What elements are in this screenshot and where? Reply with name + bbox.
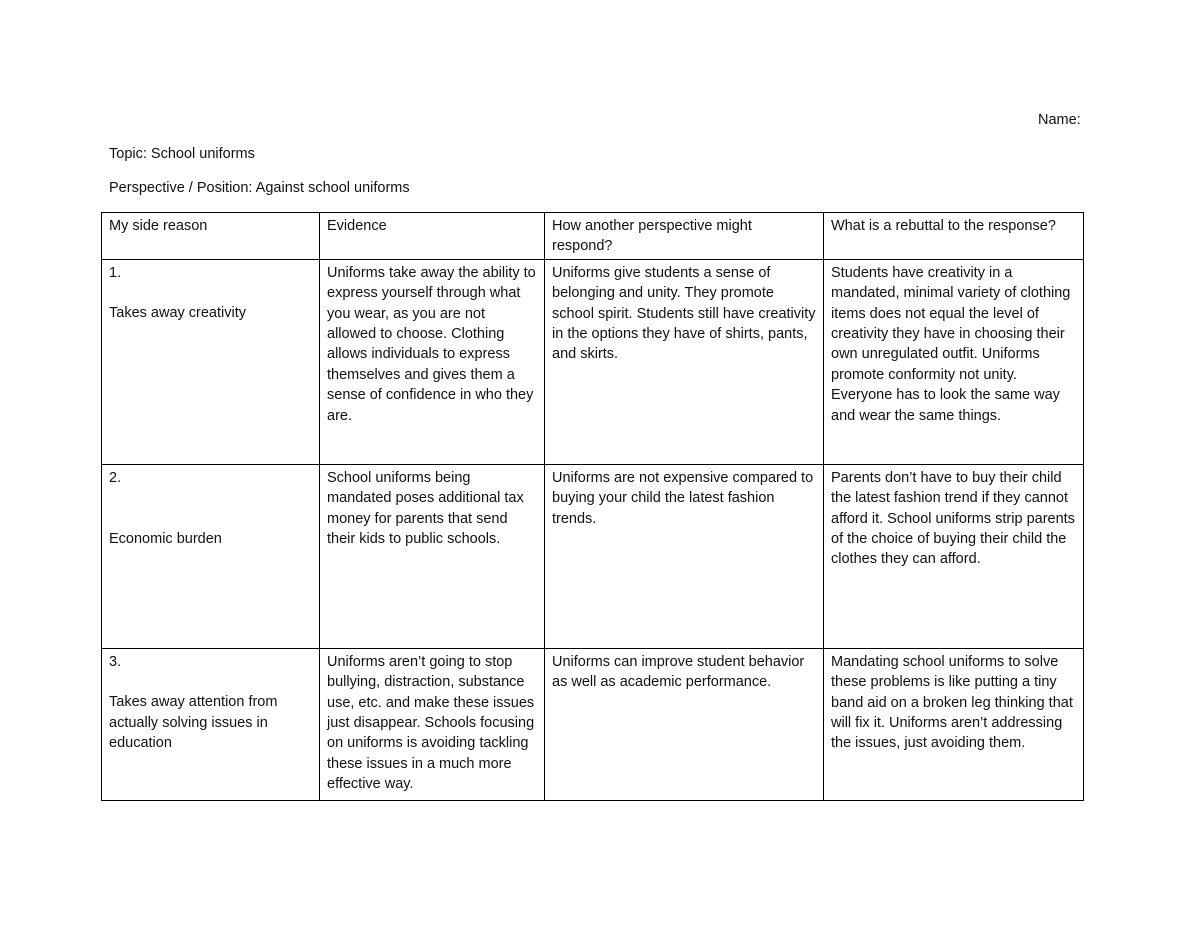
reason-text: Economic burden	[109, 531, 222, 548]
column-header-evidence: Evidence	[320, 213, 545, 260]
table-row	[102, 464, 1084, 648]
reason-number: 1.	[109, 264, 122, 281]
name-label: Name:	[1038, 112, 1081, 128]
evidence-cell: Uniforms aren’t going to stop bullying, distraction, substance use, etc. and make these issues just disappear. Schools focusing on uniforms is avoiding tackling these issues in a much more effective way.	[320, 648, 545, 800]
reason-cell	[102, 259, 320, 464]
rebuttal-cell: Students have creativity in a mandated, minimal variety of clothing items does not equal the level of creativity they have in choosing their own unregulated outfit. Uniforms promote conformity not unity. Everyone has to look the same way and wear the same things.	[824, 259, 1084, 464]
response-cell: Uniforms give students a sense of belonging and unity. They promote school spirit. Students still have creativity in the options they have of shirts, pants, and skirts.	[545, 259, 824, 464]
topic-line: Topic: School uniforms	[109, 146, 255, 162]
reason-number: 3.	[109, 653, 122, 670]
table-row	[102, 259, 1084, 464]
table-row	[102, 648, 1084, 800]
reason-text: Takes away attention from actually solving issues in education	[109, 694, 278, 752]
evidence-cell: School uniforms being mandated poses additional tax money for parents that send their kids to public schools.	[320, 464, 545, 648]
argument-table	[101, 212, 1084, 801]
reason-cell	[102, 464, 320, 648]
table-header-row	[102, 213, 1084, 260]
column-header-response: How another perspective might respond?	[545, 213, 824, 260]
response-cell: Uniforms are not expensive compared to buying your child the latest fashion trends.	[545, 464, 824, 648]
column-header-reason: My side reason	[102, 213, 320, 260]
reason-cell	[102, 648, 320, 800]
position-line: Perspective / Position: Against school uniforms	[109, 180, 410, 196]
response-cell: Uniforms can improve student behavior as well as academic performance.	[545, 648, 824, 800]
rebuttal-cell: Mandating school uniforms to solve these problems is like putting a tiny band aid on a broken leg thinking that will fix it. Uniforms aren’t addressing the issues, just avoiding them.	[824, 648, 1084, 800]
rebuttal-cell: Parents don’t have to buy their child the latest fashion trend if they cannot afford it. School uniforms strip parents of the choice of buying their child the clothes they can afford.	[824, 464, 1084, 648]
reason-text: Takes away creativity	[109, 305, 246, 322]
evidence-cell: Uniforms take away the ability to express yourself through what you wear, as you are not allowed to choose. Clothing allows individuals to express themselves and gives them a sense of confidence in who they are.	[320, 259, 545, 464]
reason-number: 2.	[109, 469, 122, 486]
column-header-rebuttal: What is a rebuttal to the response?	[824, 213, 1084, 260]
